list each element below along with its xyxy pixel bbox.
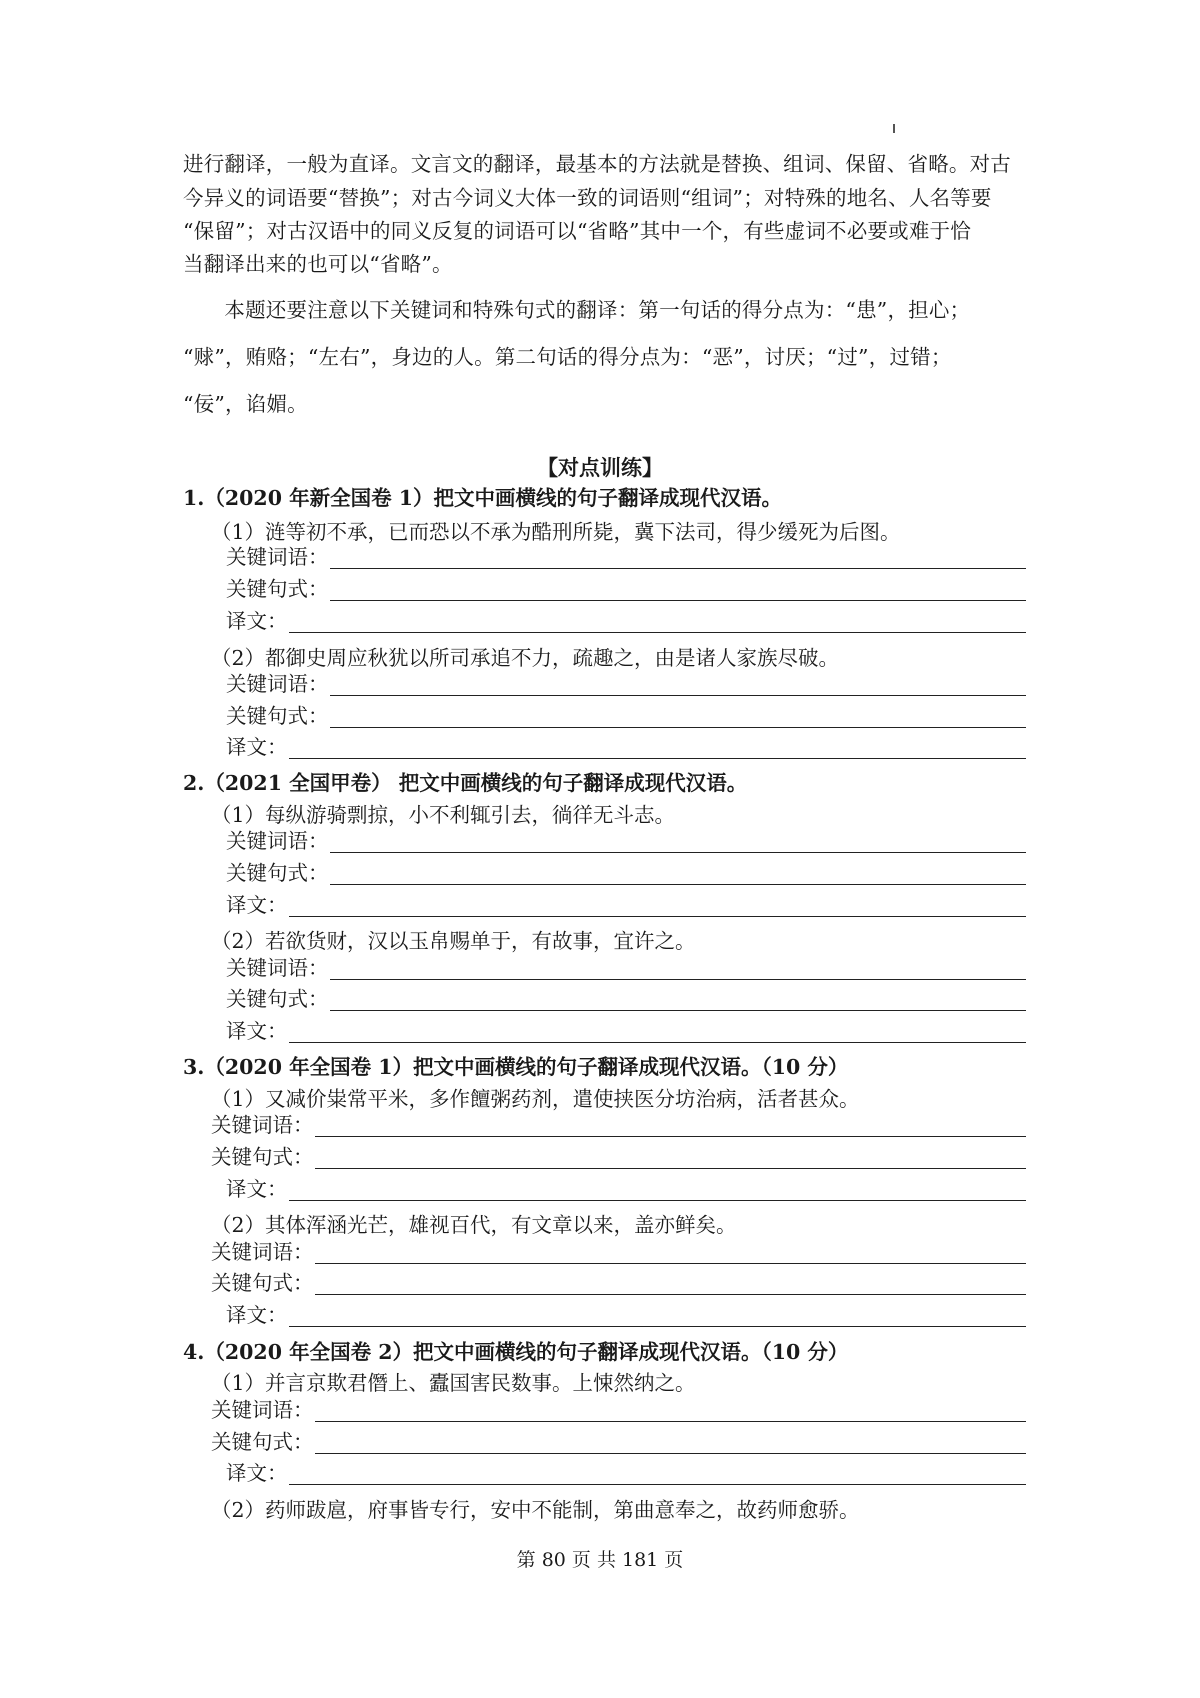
question-title: 3.（2020 年全国卷 1）把文中画横线的句子翻译成现代汉语。（10 分） xyxy=(183,1055,849,1079)
section-heading: 【对点训练】 xyxy=(537,455,663,480)
answer-label: 译文： xyxy=(226,1019,288,1043)
answer-label: 译文： xyxy=(226,1303,288,1327)
answer-blank[interactable] xyxy=(330,548,1027,569)
answer-blank[interactable] xyxy=(330,864,1027,885)
translation-answer-line[interactable] xyxy=(226,735,1026,759)
sentence-answer-line[interactable] xyxy=(211,1430,1026,1454)
answer-blank[interactable] xyxy=(330,832,1027,853)
question-item: （1）涟等初不承，已而恐以不承为酷刑所毙，冀下法司，得少缓死为后图。 xyxy=(211,520,901,544)
answer-blank[interactable] xyxy=(330,707,1027,728)
sentence-answer-line[interactable] xyxy=(211,1145,1026,1169)
question-item: （2）其体浑涵光芒，雄视百代，有文章以来，盖亦鲜矣。 xyxy=(211,1213,737,1237)
answer-blank[interactable] xyxy=(330,990,1027,1011)
answer-label: 关键句式： xyxy=(211,1145,314,1169)
explanation-line: “佞”，谄媚。 xyxy=(183,392,308,416)
translation-answer-line[interactable] xyxy=(226,893,1026,917)
answer-label: 关键词语： xyxy=(211,1240,314,1264)
explanation-line: “赇”，贿赂；“左右”，身边的人。第二句话的得分点为：“恶”，讨厌；“过”，过错； xyxy=(183,345,952,369)
answer-blank[interactable] xyxy=(315,1148,1027,1169)
answer-label: 关键词语： xyxy=(211,1113,314,1137)
intro-line: “保留”；对古汉语中的同义反复的词语可以“省略”其中一个，有些虚词不必要或难于恰 xyxy=(183,219,971,243)
intro-line: 进行翻译，一般为直译。文言文的翻译，最基本的方法就是替换、组词、保留、省略。对古 xyxy=(183,152,1011,176)
question-item: （1）又减价粜常平米，多作饘粥药剂，遣使挟医分坊治病，活者甚众。 xyxy=(211,1087,860,1111)
sentence-answer-line[interactable] xyxy=(226,704,1026,728)
answer-label: 关键词语： xyxy=(226,545,329,569)
answer-label: 译文： xyxy=(226,609,288,633)
translation-answer-line[interactable] xyxy=(226,1461,1026,1485)
answer-label: 关键词语： xyxy=(226,829,329,853)
answer-label: 关键词语： xyxy=(211,1398,314,1422)
translation-answer-line[interactable] xyxy=(226,1303,1026,1327)
intro-line: 今异义的词语要“替换”；对古今词义大体一致的词语则“组词”；对特殊的地名、人名等要 xyxy=(183,186,992,210)
answer-label: 关键句式： xyxy=(226,987,329,1011)
question-item: （2）药师跋扈，府事皆专行，安中不能制，第曲意奉之，故药师愈骄。 xyxy=(211,1498,860,1522)
answer-blank[interactable] xyxy=(289,612,1027,633)
explanation-line: 本题还要注意以下关键词和特殊句式的翻译：第一句话的得分点为：“患”，担心； xyxy=(183,298,971,322)
sentence-answer-line[interactable] xyxy=(226,861,1026,885)
question-title: 1.（2020 年新全国卷 1）把文中画横线的句子翻译成现代汉语。 xyxy=(183,486,782,510)
keywords-answer-line[interactable] xyxy=(226,545,1026,569)
answer-blank[interactable] xyxy=(289,896,1027,917)
answer-label: 译文： xyxy=(226,1177,288,1201)
answer-label: 关键句式： xyxy=(226,861,329,885)
answer-blank[interactable] xyxy=(289,1022,1027,1043)
answer-blank[interactable] xyxy=(315,1243,1027,1264)
answer-label: 译文： xyxy=(226,735,288,759)
sentence-answer-line[interactable] xyxy=(226,577,1026,601)
answer-blank[interactable] xyxy=(289,738,1027,759)
page-footer: 第 80 页 共 181 页 xyxy=(516,1549,684,1571)
answer-label: 关键句式： xyxy=(211,1271,314,1295)
answer-label: 关键句式： xyxy=(226,577,329,601)
answer-label: 关键句式： xyxy=(211,1430,314,1454)
scan-mark xyxy=(893,124,895,133)
answer-blank[interactable] xyxy=(289,1464,1027,1485)
answer-label: 译文： xyxy=(226,893,288,917)
keywords-answer-line[interactable] xyxy=(226,829,1026,853)
question-item: （2）若欲货财，汉以玉帛赐单于，有故事，宜许之。 xyxy=(211,929,696,953)
answer-blank[interactable] xyxy=(315,1401,1027,1422)
translation-answer-line[interactable] xyxy=(226,609,1026,633)
answer-label: 译文： xyxy=(226,1461,288,1485)
keywords-answer-line[interactable] xyxy=(211,1398,1026,1422)
question-item: （1）并言京欺君僭上、蠹国害民数事。上悚然纳之。 xyxy=(211,1371,696,1395)
keywords-answer-line[interactable] xyxy=(226,672,1026,696)
question-item: （2）都御史周应秋犹以所司承追不力，疏趣之，由是诸人家族尽破。 xyxy=(211,646,840,670)
answer-label: 关键词语： xyxy=(226,672,329,696)
answer-blank[interactable] xyxy=(330,675,1027,696)
question-title: 2.（2021 全国甲卷） 把文中画横线的句子翻译成现代汉语。 xyxy=(183,771,748,795)
question-title: 4.（2020 年全国卷 2）把文中画横线的句子翻译成现代汉语。（10 分） xyxy=(183,1340,849,1364)
answer-blank[interactable] xyxy=(315,1116,1027,1137)
keywords-answer-line[interactable] xyxy=(226,956,1026,980)
sentence-answer-line[interactable] xyxy=(226,987,1026,1011)
keywords-answer-line[interactable] xyxy=(211,1113,1026,1137)
question-item: （1）每纵游骑剽掠，小不利辄引去，徜徉无斗志。 xyxy=(211,803,676,827)
answer-label: 关键词语： xyxy=(226,956,329,980)
translation-answer-line[interactable] xyxy=(226,1177,1026,1201)
answer-blank[interactable] xyxy=(289,1180,1027,1201)
answer-blank[interactable] xyxy=(330,959,1027,980)
intro-line: 当翻译出来的也可以“省略”。 xyxy=(183,252,453,276)
translation-answer-line[interactable] xyxy=(226,1019,1026,1043)
sentence-answer-line[interactable] xyxy=(211,1271,1026,1295)
answer-blank[interactable] xyxy=(315,1274,1027,1295)
keywords-answer-line[interactable] xyxy=(211,1240,1026,1264)
answer-blank[interactable] xyxy=(330,580,1027,601)
answer-blank[interactable] xyxy=(315,1433,1027,1454)
answer-blank[interactable] xyxy=(289,1306,1027,1327)
answer-label: 关键句式： xyxy=(226,704,329,728)
